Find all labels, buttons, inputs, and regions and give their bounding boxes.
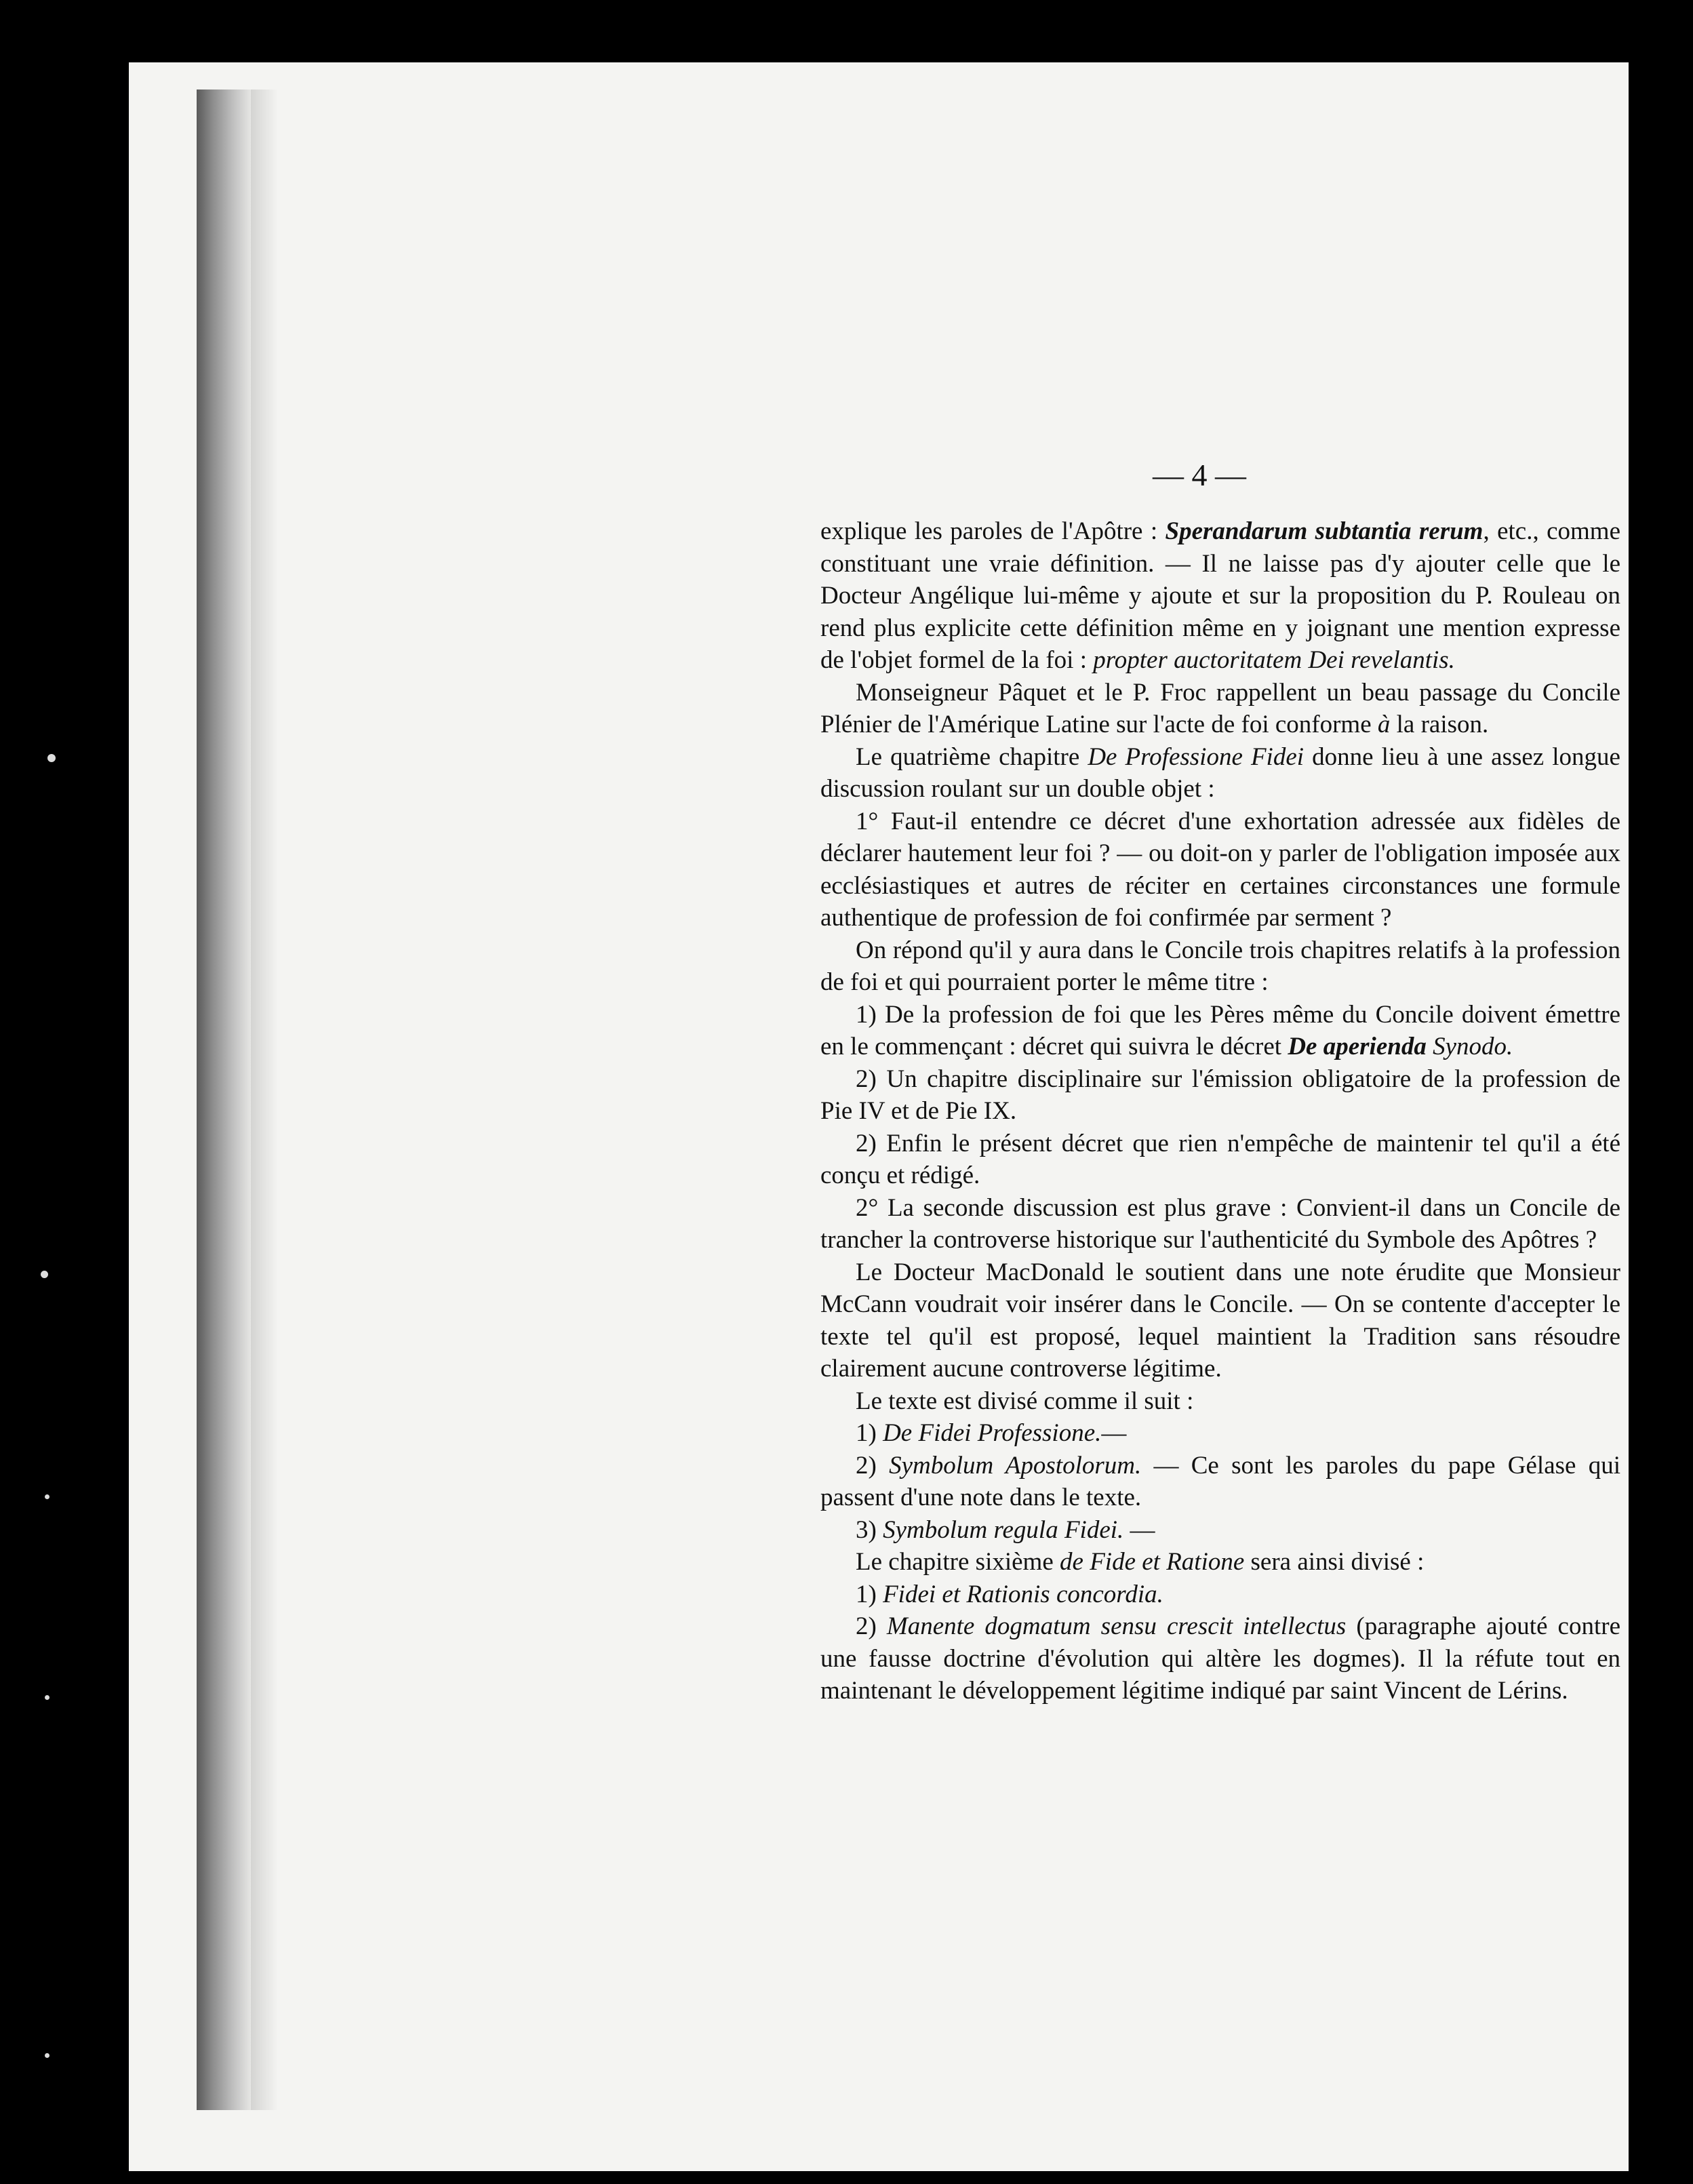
emphasized-text: propter auctoritatem Dei revelantis. <box>1093 646 1455 674</box>
paragraph <box>820 1385 1620 1418</box>
scan-speck <box>45 1695 49 1700</box>
paragraph <box>820 1417 1620 1450</box>
gutter-fade <box>251 90 278 2110</box>
emphasized-text: Symbolum Apostolorum. <box>889 1451 1142 1480</box>
paragraph <box>820 1192 1620 1256</box>
text-run: 2) Enfin le présent décret que rien n'empêche de maintenir tel qu'il a été conçu et rédigé. <box>820 1129 1620 1189</box>
paragraph <box>820 999 1620 1063</box>
text-run: 1) <box>856 1580 883 1608</box>
text-run: 2° La seconde discussion est plus grave : Convient-il dans un Concile de trancher la controverse historique sur l'authenticité du Symbole des Apôtres ? <box>820 1193 1620 1254</box>
paragraph <box>820 741 1620 806</box>
text-run: 1° Faut-il entendre ce décret d'une exhortation adressée aux fidèles de déclarer hautement leur foi ? — ou doit-on y parler de l'obligation imposée aux ecclésiastiques et autres de réciter en certaines circonstances une formule authentique de profession de foi confirmée par serment ? <box>820 807 1620 932</box>
paragraph <box>820 806 1620 934</box>
paragraph <box>820 1514 1620 1547</box>
text-run: 1) De la profession de foi que les Pères même du Concile doivent émettre en le commençant : décret qui suivra le décret <box>820 1000 1620 1060</box>
paragraph <box>820 515 1620 677</box>
emphasized-text: à <box>1377 711 1391 738</box>
text-run: — <box>1101 1419 1127 1447</box>
text-run: donne lieu à une assez longue discussion roulant sur un double objet : <box>820 742 1620 803</box>
paragraph <box>820 1579 1620 1611</box>
emphasized-text: De aperienda <box>1288 1033 1427 1060</box>
paragraph <box>820 1610 1620 1707</box>
text-run: sera ainsi divisé : <box>1244 1548 1425 1576</box>
emphasized-text: De Professione Fidei <box>1088 742 1304 771</box>
text-run: 2) Un chapitre disciplinaire sur l'émission obligatoire de la profession de Pie IV et de Pie IX. <box>820 1065 1620 1125</box>
text-run: 2) <box>856 1612 887 1640</box>
text-run: — Ce sont les paroles du pape Gélase qui passent d'une note dans le texte. <box>820 1451 1620 1511</box>
scan-speck <box>41 1271 48 1278</box>
text-run: Le Docteur MacDonald le soutient dans une note érudite que Monsieur McCann voudrait voir insérer dans le Concile. — On se contente d'accepter le texte tel qu'il est proposé, lequel maintient la Tradition sans résoudre clairement aucune controverse légitime. <box>820 1258 1620 1383</box>
scan-speck <box>45 1494 49 1499</box>
emphasized-text: Sperandarum subtantia rerum <box>1165 517 1483 545</box>
paragraph <box>820 1450 1620 1514</box>
emphasized-text: Synodo. <box>1433 1033 1513 1060</box>
text-run: explique les paroles de l'Apôtre : <box>820 517 1166 545</box>
document-page <box>129 62 1629 2171</box>
text-run: Monseigneur Pâquet et le P. Froc rappellent un beau passage du Concile Plénier de l'Amérique Latine sur l'acte de foi conforme <box>820 678 1620 738</box>
page-number: — 4 — <box>1153 458 1246 492</box>
text-run: On répond qu'il y aura dans le Concile trois chapitres relatifs à la profession de foi et qui pourraient porter le même titre : <box>820 936 1620 996</box>
text-run: , etc., comme constituant une vraie définition. — Il ne laisse pas d'y ajouter celle que le Docteur Angélique lui-même y ajoute et sur la proposition du P. Rouleau on rend plus explicite cette définition même en y joignant une mention expresse de l'objet formel de la foi : <box>820 517 1620 674</box>
text-run: (paragraphe ajouté contre une fausse doctrine d'évolution qui altère les dogmes). Il la réfute tout en maintenant le développement légitime indiqué par saint Vincent de Lérins. <box>820 1612 1621 1705</box>
emphasized-text: De Fidei Professione. <box>883 1419 1102 1447</box>
text-run: 2) <box>856 1451 890 1480</box>
text-run: Le quatrième chapitre <box>856 742 1088 771</box>
text-run: 3) <box>856 1515 883 1544</box>
emphasized-text: Manente dogmatum sensu crescit intellectus <box>886 1612 1347 1640</box>
paragraph <box>820 934 1620 999</box>
paragraph <box>820 1128 1620 1192</box>
paragraph <box>820 1256 1620 1385</box>
text-run <box>1427 1033 1433 1060</box>
scan-speck <box>47 754 56 762</box>
paragraph <box>820 1063 1620 1128</box>
emphasized-text: Fidei et Rationis concordia. <box>883 1580 1163 1608</box>
emphasized-text: Symbolum regula Fidei. <box>883 1515 1124 1544</box>
text-run: la raison. <box>1390 711 1489 738</box>
scan-speck <box>45 2053 49 2058</box>
emphasized-text: de Fide et Ratione <box>1060 1548 1245 1576</box>
text-run: Le chapitre sixième <box>856 1548 1060 1576</box>
binding-gutter-shadow <box>197 90 251 2110</box>
paragraph <box>820 677 1620 741</box>
body-text <box>820 515 1620 1707</box>
text-run: Le texte est divisé comme il suit : <box>856 1387 1194 1415</box>
paragraph <box>820 1546 1620 1579</box>
text-run: — <box>1123 1515 1155 1544</box>
text-run: 1) <box>856 1419 883 1447</box>
